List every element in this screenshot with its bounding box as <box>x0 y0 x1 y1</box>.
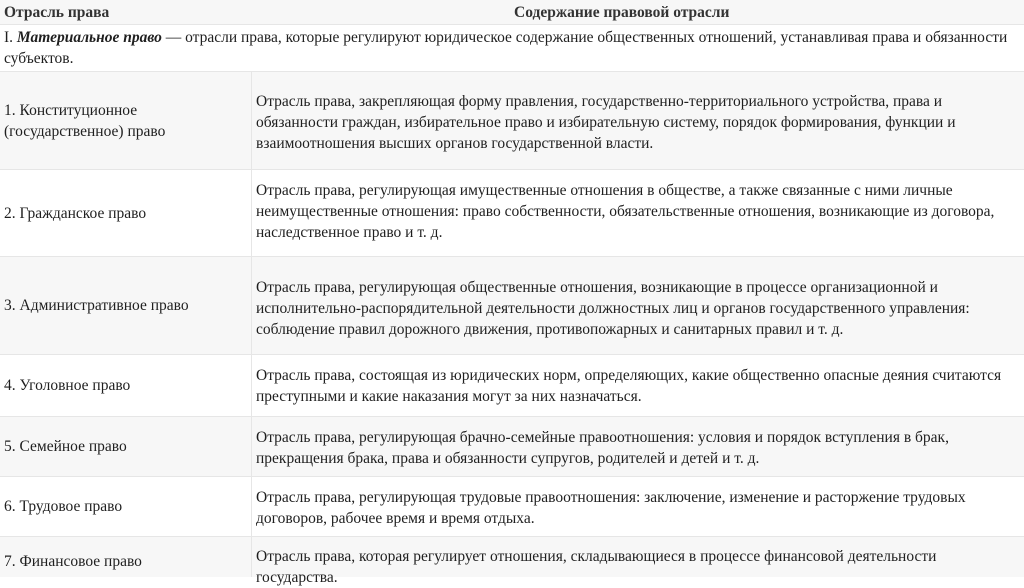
content-cell: Отрасль права, закрепляющая форму правления, государственно-территориального устройства, права и обязанности граждан, избирательное право и избирательную систему, порядок формирования, функции и взаимоотношения высших органов государственной власти. <box>256 93 956 152</box>
header-branch: Отрасль права <box>4 4 110 21</box>
table-row <box>0 477 1024 537</box>
table-row <box>0 170 1024 257</box>
content-cell: Отрасль права, регулирующая имущественные отношения в обществе, а также связанные с ними личные неимущественные отношения: право собственности, обязательственные отношения, возникающие из договора, наследственное право и т. д. <box>256 182 995 241</box>
intro-prefix: I. <box>4 29 17 46</box>
content-cell: Отрасль права, регулирующая брачно-семейные правоотношения: условия и порядок вступления в брак, прекращения брака, права и обязанности супругов, родителей и детей и т. д. <box>256 429 949 467</box>
table-row <box>0 257 1024 355</box>
intro-text: — отрасли права, которые регулируют юридическое содержание общественных отношений, устанавливая права и обязанности субъектов. <box>4 29 1008 67</box>
branch-cell: 1. Конституционное (государственное) право <box>0 72 252 169</box>
content-cell: Отрасль права, регулирующая трудовые правоотношения: заключение, изменение и расторжение трудовых договоров, рабочее время и время отдыха. <box>256 489 966 527</box>
branch-cell: 2. Гражданское право <box>0 170 252 256</box>
branch-cell: 4. Уголовное право <box>0 355 252 416</box>
intro-emphasis: Материальное право <box>16 29 162 46</box>
branch-cell: 7. Финансовое право <box>0 537 252 577</box>
branch-cell: 3. Административное право <box>0 257 252 354</box>
content-cell: Отрасль права, регулирующая общественные отношения, возникающие в процессе организационной и исполнительно-распорядительной деятельности должностных лиц и органов государственного управления: соблюдение правил дорожного движения, противопожарных и санитарных правил и т. д. <box>256 279 970 338</box>
table-row <box>0 355 1024 417</box>
table-row <box>0 417 1024 477</box>
table-header <box>0 0 1024 25</box>
content-cell: Отрасль права, которая регулирует отношения, складывающиеся в процессе финансовой деятельности государства. <box>256 548 937 586</box>
intro-row <box>0 25 1024 72</box>
table-row <box>0 72 1024 170</box>
branch-cell: 5. Семейное право <box>0 417 252 476</box>
header-content: Содержание правовой отрасли <box>514 4 730 21</box>
table-row <box>0 537 1024 586</box>
branch-cell: 6. Трудовое право <box>0 477 252 536</box>
content-cell: Отрасль права, состоящая из юридических норм, определяющих, какие общественно опасные деяния считаются преступными и какие наказания могут за них назначаться. <box>256 367 1002 405</box>
